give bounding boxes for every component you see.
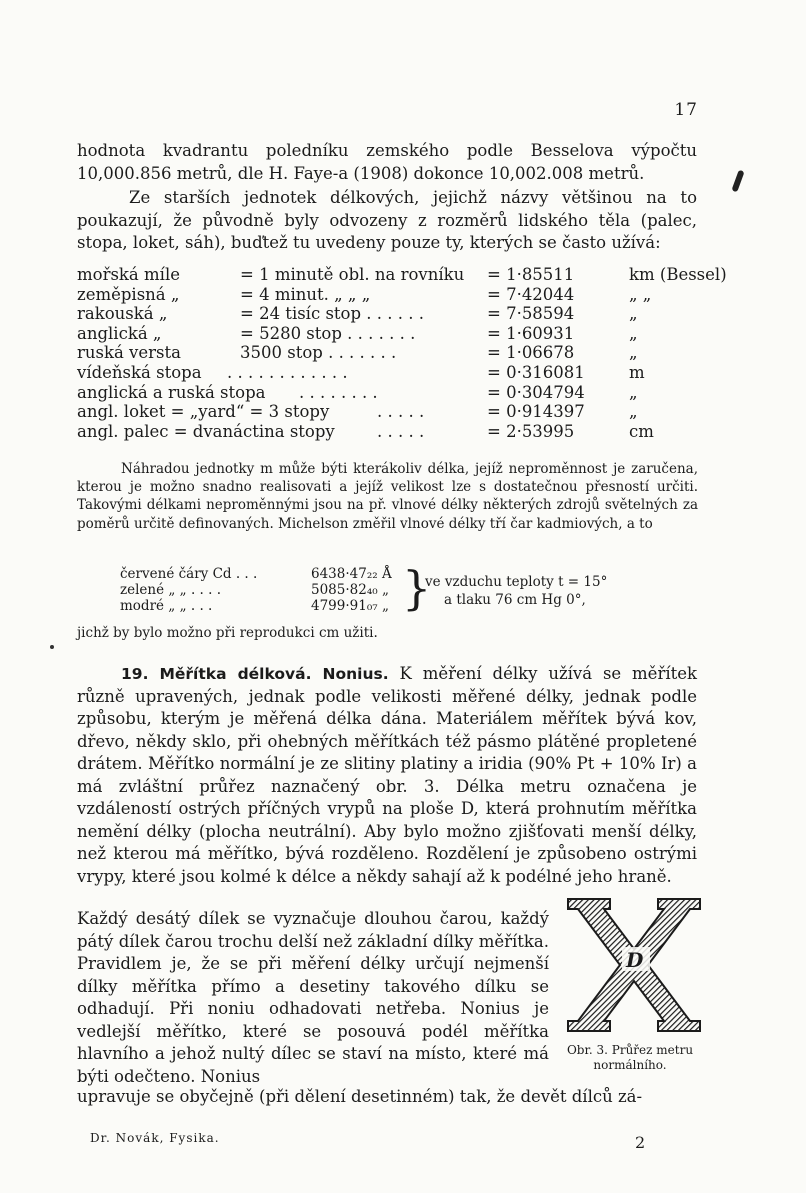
section-19: [77, 663, 697, 888]
unit-definition: . . . . .: [377, 421, 425, 441]
unit-definition: = 4 minut. „ „ „: [240, 284, 371, 304]
margin-dot: [50, 645, 54, 649]
unit-value: = 0·914397: [487, 402, 585, 422]
unit-definition: = 24 tisíc stop . . . . . .: [240, 304, 424, 324]
unit-value: = 1·06678: [487, 343, 575, 363]
unit-definition: = 5280 stop . . . . . . .: [240, 323, 416, 343]
page-number: 17: [674, 100, 698, 120]
unit-name: anglická „: [77, 323, 162, 343]
unit-value: = 7·42044: [487, 284, 575, 304]
figure-caption: Obr. 3. Průřez metru normálního.: [566, 1043, 694, 1072]
unit-name: ruská versta: [77, 343, 181, 363]
unit-definition: . . . . .: [377, 402, 425, 422]
unit-symbol: „: [629, 323, 638, 343]
line-label: modré „ „ . . .: [120, 598, 213, 614]
signature-mark: 2: [635, 1133, 646, 1152]
units-table: [77, 265, 727, 441]
line-label: zelené „ „ . . . .: [120, 582, 221, 598]
units-row: [77, 324, 717, 344]
unit-value: = 2·53995: [487, 421, 575, 441]
meter-cross-section-figure: [564, 895, 704, 1035]
units-row: [77, 343, 717, 363]
unit-symbol: „: [629, 343, 638, 363]
units-row: [77, 383, 717, 403]
units-row: [77, 402, 717, 422]
unit-name: mořská míle: [77, 265, 180, 284]
unit-definition: = 1 minutě obl. na rovníku: [240, 265, 465, 284]
units-row: [77, 422, 717, 442]
brace: }: [402, 561, 432, 615]
paragraph-wavelengths: Náhradou jednotky m může býti kterákoliv délka, jejíž neproměnnost je zaručena, kterou je možno snadno realisovati a jejíž velikost lze s dostatečnou přesností určiti. Takovými délkami neproměnnými jsou na př. vlnové délky některých zdrojů světelných za poměrů určitě definovaných. Michelson změřil vlnové délky tří čar kadmiových, a to: [77, 461, 698, 532]
unit-definition: 3500 stop . . . . . . .: [240, 343, 397, 363]
unit-value: = 0·316081: [487, 362, 585, 382]
unit-name: zeměpisná „: [77, 284, 180, 304]
unit-value: = 0·304794: [487, 382, 585, 402]
units-row: [77, 363, 717, 383]
unit-symbol: km (Bessel): [629, 265, 727, 284]
unit-name: rakouská „: [77, 304, 168, 324]
margin-ink-mark: [731, 170, 744, 193]
unit-name: vídeňská stopa: [77, 362, 202, 382]
line-value: 6438·47₂₂ Å: [311, 566, 392, 582]
paragraph-units-intro: Ze starších jednotek délkových, jejichž názvy většinou na to poukazují, že původně byly odvozeny z rozměrů lidského těla (palec, stopa, loket, sáh), buďtež tu uvedeny pouze ty, kterých se často užívá:: [77, 188, 697, 252]
unit-symbol: „: [629, 382, 638, 402]
unit-symbol: „ „: [629, 284, 652, 304]
cadmium-condition-temperature: ve vzduchu teploty t = 15°: [425, 574, 608, 590]
unit-name: angl. loket = „yard“ = 3 stopy: [77, 402, 330, 422]
unit-value: = 7·58594: [487, 304, 575, 324]
unit-name: angl. palec = dvanáctina stopy: [77, 421, 335, 441]
line-label: červené čáry Cd . . .: [120, 566, 258, 582]
unit-definition: . . . . . . . .: [299, 382, 378, 402]
line-value: 4799·91₀₇ „: [311, 598, 389, 614]
figure-label-d: D: [626, 948, 644, 972]
unit-symbol: cm: [629, 421, 654, 441]
unit-definition: . . . . . . . . . . . .: [227, 362, 348, 382]
unit-symbol: m: [629, 362, 645, 382]
paragraph-kvadrant: hodnota kvadrantu poledníku zemského podle Besselova výpočtu 10,000.856 metrů, dle H. Faye-a (1908) dokonce 10,002.008 metrů.: [77, 141, 697, 183]
units-row: [77, 285, 717, 305]
unit-value: = 1·85511: [487, 265, 575, 284]
paragraph-nonius: Každý desátý dílek se vyznačuje dlouhou čarou, každý pátý dílek čarou trochu delší než základní dílky měřítka. Pravidlem je, že se při měření délky určují nejmenší dílky měřítka přímo a desetiny takového dílku se odhadují. Při noniu odhadovati netřeba. Nonius je vedlejší měřítko, které se posouvá podél měřítka hlavního a jehož nultý dílec se staví na místo, které má býti odečteno. Nonius: [77, 909, 549, 1086]
units-row: [77, 304, 717, 324]
unit-value: = 1·60931: [487, 323, 575, 343]
section-heading: 19. Měřítka délková. Nonius.: [121, 665, 389, 683]
units-row: [77, 265, 727, 285]
cadmium-condition-pressure: a tlaku 76 cm Hg 0°,: [444, 592, 586, 608]
unit-symbol: „: [629, 304, 638, 324]
section-text: K měření délky užívá se měřítek různě upravených, jednak podle velikosti měřené délky, jednak podle způsobu, kterým je měřená délka dána. Materiálem měřítek bývá kov, dřevo, někdy sklo, při ohebných měřítkách též pásmo plátěné propletené drátem. Měřítko normální je ze slitiny platiny a iridia (90% Pt + 10% Ir) a má zvláštní průřez naznačený obr. 3. Délka metru označena je vzdáleností ostrých příčných vrypů na ploše D, která prohnutím měřítka nemění délky (plocha neutrální). Aby bylo možno zjišťovati menší délky, než kterou má měřítko, bývá rozděleno. Rozdělení je způsobeno ostrými vrypy, které jsou kolmé k délce a někdy sahají až k podélné jeho hraně.: [77, 664, 698, 886]
unit-name: anglická a ruská stopa: [77, 382, 266, 402]
footer-author: Dr. Novák, Fysika.: [90, 1131, 220, 1145]
line-value: 5085·82₄₀ „: [311, 582, 389, 598]
unit-symbol: „: [629, 402, 638, 422]
paragraph-reproduction: jichž by bylo možno při reprodukci cm užiti.: [77, 625, 378, 641]
paragraph-nonius-end: upravuje se obyčejně (při dělení desetinném) tak, že devět dílců zá-: [77, 1087, 643, 1106]
